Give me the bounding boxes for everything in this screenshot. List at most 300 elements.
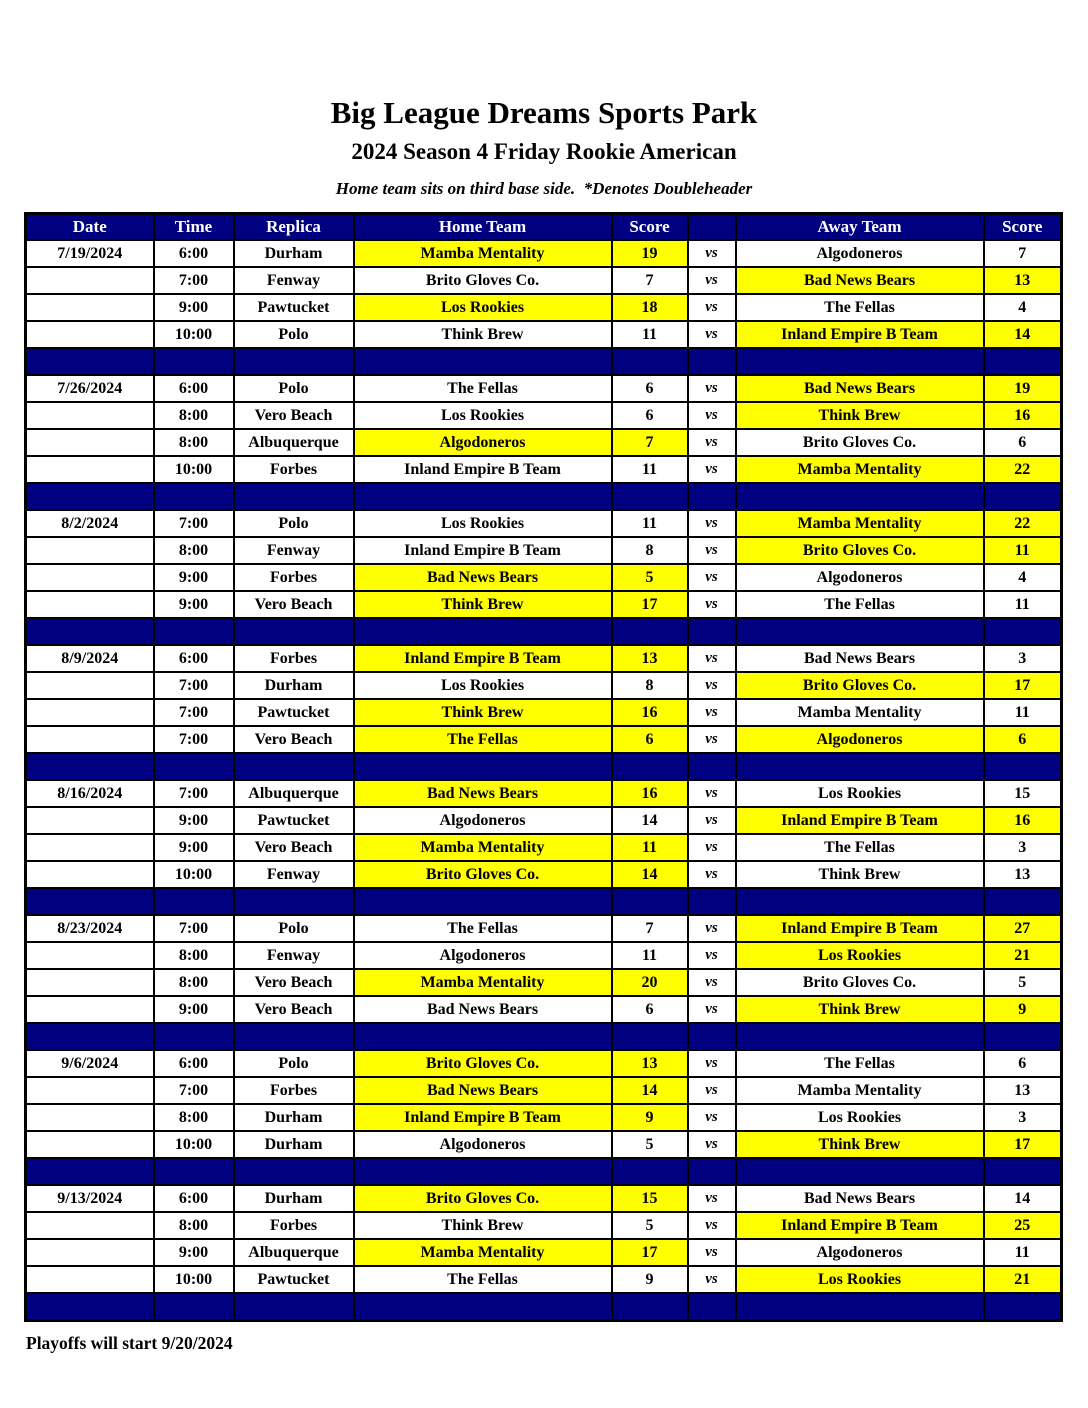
separator-cell [154,888,234,915]
home-team-cell: Los Rookies [354,294,612,321]
separator-cell [736,1023,984,1050]
away-team-cell: Los Rookies [736,942,984,969]
game-row [26,1077,1062,1104]
away-score-cell: 3 [984,1104,1062,1131]
separator-cell [234,483,354,510]
replica-cell: Durham [234,1131,354,1158]
date-cell [26,294,154,321]
vs-cell: vs [688,1212,736,1239]
column-header-replica: Replica [234,214,354,241]
separator-cell [688,618,736,645]
time-cell: 7:00 [154,699,234,726]
date-cell [26,456,154,483]
home-team-cell: Algodoneros [354,1131,612,1158]
home-score-cell: 5 [612,1131,688,1158]
time-cell: 7:00 [154,726,234,753]
separator-cell [688,888,736,915]
vs-cell: vs [688,699,736,726]
time-cell: 7:00 [154,915,234,942]
away-team-cell: The Fellas [736,1050,984,1077]
separator-row [26,1023,1062,1050]
away-score-cell: 16 [984,402,1062,429]
date-cell [26,996,154,1023]
away-score-cell: 11 [984,591,1062,618]
game-row [26,1050,1062,1077]
replica-cell: Fenway [234,942,354,969]
schedule-table [24,212,1063,1322]
time-cell: 7:00 [154,780,234,807]
away-team-cell: Inland Empire B Team [736,915,984,942]
separator-cell [26,618,154,645]
time-cell: 9:00 [154,591,234,618]
home-score-cell: 18 [612,294,688,321]
home-score-cell: 9 [612,1104,688,1131]
separator-cell [984,888,1062,915]
separator-cell [984,1293,1062,1321]
date-cell [26,321,154,348]
separator-cell [612,618,688,645]
home-score-cell: 7 [612,429,688,456]
home-team-cell: Bad News Bears [354,1077,612,1104]
separator-cell [354,753,612,780]
home-score-cell: 6 [612,726,688,753]
vs-cell: vs [688,1050,736,1077]
home-team-cell: Los Rookies [354,510,612,537]
vs-cell: vs [688,645,736,672]
time-cell: 9:00 [154,834,234,861]
game-row [26,1131,1062,1158]
separator-cell [612,888,688,915]
separator-row [26,753,1062,780]
separator-cell [26,1023,154,1050]
vs-cell: vs [688,321,736,348]
replica-cell: Forbes [234,564,354,591]
away-score-cell: 3 [984,834,1062,861]
replica-cell: Vero Beach [234,834,354,861]
away-score-cell: 22 [984,456,1062,483]
separator-cell [26,753,154,780]
vs-cell: vs [688,564,736,591]
home-team-cell: Algodoneros [354,942,612,969]
game-row [26,834,1062,861]
column-header-vs-spacer [688,214,736,241]
away-score-cell: 16 [984,807,1062,834]
home-team-cell: Mamba Mentality [354,1239,612,1266]
date-cell [26,564,154,591]
separator-cell [688,483,736,510]
vs-cell: vs [688,294,736,321]
away-team-cell: Los Rookies [736,1266,984,1293]
home-score-cell: 14 [612,1077,688,1104]
home-score-cell: 6 [612,375,688,402]
away-score-cell: 15 [984,780,1062,807]
time-cell: 8:00 [154,1212,234,1239]
separator-cell [354,1158,612,1185]
game-row [26,267,1062,294]
separator-cell [736,753,984,780]
replica-cell: Fenway [234,537,354,564]
vs-cell: vs [688,1104,736,1131]
separator-cell [154,1293,234,1321]
document-header [0,0,1088,199]
separator-cell [612,1158,688,1185]
vs-cell: vs [688,1077,736,1104]
home-team-cell: Think Brew [354,1212,612,1239]
away-score-cell: 21 [984,942,1062,969]
separator-cell [234,1158,354,1185]
date-cell [26,1131,154,1158]
column-header-date: Date [26,214,154,241]
page-title: Big League Dreams Sports Park [330,95,758,130]
home-score-cell: 11 [612,456,688,483]
separator-cell [736,483,984,510]
home-team-note: Home team sits on third base side. *Denotes Doubleheader [335,179,753,199]
separator-cell [154,348,234,375]
date-cell [26,672,154,699]
game-row [26,402,1062,429]
away-score-cell: 27 [984,915,1062,942]
replica-cell: Vero Beach [234,969,354,996]
separator-cell [736,1158,984,1185]
vs-cell: vs [688,915,736,942]
date-cell [26,402,154,429]
game-row [26,429,1062,456]
vs-cell: vs [688,1131,736,1158]
home-team-cell: Inland Empire B Team [354,456,612,483]
replica-cell: Polo [234,1050,354,1077]
separator-cell [984,618,1062,645]
separator-cell [984,1158,1062,1185]
game-row [26,942,1062,969]
home-team-cell: Think Brew [354,699,612,726]
game-row [26,240,1062,267]
date-cell: 7/26/2024 [26,375,154,402]
time-cell: 6:00 [154,240,234,267]
away-score-cell: 13 [984,1077,1062,1104]
away-score-cell: 13 [984,267,1062,294]
date-cell: 9/13/2024 [26,1185,154,1212]
separator-row [26,888,1062,915]
home-score-cell: 16 [612,780,688,807]
away-score-cell: 9 [984,996,1062,1023]
home-team-cell: Mamba Mentality [354,240,612,267]
away-score-cell: 11 [984,1239,1062,1266]
separator-cell [612,753,688,780]
date-cell [26,1266,154,1293]
home-score-cell: 16 [612,699,688,726]
replica-cell: Durham [234,1104,354,1131]
separator-cell [736,348,984,375]
time-cell: 7:00 [154,267,234,294]
separator-row [26,618,1062,645]
game-row [26,969,1062,996]
game-row [26,699,1062,726]
home-score-cell: 11 [612,942,688,969]
away-score-cell: 14 [984,1185,1062,1212]
game-row [26,915,1062,942]
home-score-cell: 8 [612,537,688,564]
separator-cell [154,618,234,645]
home-score-cell: 13 [612,1050,688,1077]
away-score-cell: 7 [984,240,1062,267]
away-team-cell: Algodoneros [736,1239,984,1266]
replica-cell: Durham [234,1185,354,1212]
time-cell: 7:00 [154,510,234,537]
game-row [26,672,1062,699]
time-cell: 8:00 [154,1104,234,1131]
separator-cell [354,483,612,510]
home-score-cell: 5 [612,564,688,591]
vs-cell: vs [688,591,736,618]
date-cell [26,834,154,861]
away-team-cell: Mamba Mentality [736,456,984,483]
replica-cell: Albuquerque [234,429,354,456]
away-score-cell: 17 [984,1131,1062,1158]
away-team-cell: Los Rookies [736,1104,984,1131]
vs-cell: vs [688,807,736,834]
date-cell [26,942,154,969]
away-team-cell: The Fellas [736,591,984,618]
date-cell [26,699,154,726]
home-team-cell: Bad News Bears [354,564,612,591]
replica-cell: Forbes [234,456,354,483]
away-team-cell: Brito Gloves Co. [736,429,984,456]
game-row [26,807,1062,834]
game-row [26,375,1062,402]
vs-cell: vs [688,240,736,267]
home-team-cell: Think Brew [354,591,612,618]
date-cell [26,429,154,456]
home-team-cell: Algodoneros [354,429,612,456]
game-row [26,294,1062,321]
vs-cell: vs [688,1239,736,1266]
date-cell [26,1239,154,1266]
replica-cell: Vero Beach [234,726,354,753]
time-cell: 9:00 [154,1239,234,1266]
vs-cell: vs [688,834,736,861]
separator-cell [234,618,354,645]
away-score-cell: 5 [984,969,1062,996]
vs-cell: vs [688,672,736,699]
date-cell: 8/16/2024 [26,780,154,807]
separator-cell [354,888,612,915]
time-cell: 6:00 [154,645,234,672]
time-cell: 6:00 [154,375,234,402]
away-team-cell: Bad News Bears [736,267,984,294]
date-cell [26,726,154,753]
separator-cell [154,483,234,510]
date-cell [26,1212,154,1239]
home-team-cell: The Fellas [354,1266,612,1293]
vs-cell: vs [688,780,736,807]
home-score-cell: 11 [612,834,688,861]
separator-cell [154,1158,234,1185]
away-score-cell: 6 [984,1050,1062,1077]
home-score-cell: 15 [612,1185,688,1212]
game-row [26,456,1062,483]
separator-cell [688,753,736,780]
home-score-cell: 7 [612,267,688,294]
replica-cell: Durham [234,240,354,267]
game-row [26,1212,1062,1239]
column-header-away-team: Away Team [736,214,984,241]
separator-row [26,1293,1062,1321]
home-team-cell: Think Brew [354,321,612,348]
away-score-cell: 3 [984,645,1062,672]
replica-cell: Albuquerque [234,780,354,807]
home-team-cell: Bad News Bears [354,780,612,807]
time-cell: 9:00 [154,996,234,1023]
away-team-cell: Algodoneros [736,564,984,591]
separator-row [26,1158,1062,1185]
home-score-cell: 6 [612,402,688,429]
game-row [26,321,1062,348]
home-team-cell: Mamba Mentality [354,834,612,861]
separator-cell [612,1293,688,1321]
vs-cell: vs [688,510,736,537]
home-team-cell: The Fellas [354,726,612,753]
vs-cell: vs [688,861,736,888]
date-cell: 8/9/2024 [26,645,154,672]
time-cell: 10:00 [154,456,234,483]
separator-cell [234,1293,354,1321]
replica-cell: Fenway [234,267,354,294]
home-team-cell: Brito Gloves Co. [354,267,612,294]
home-team-cell: The Fellas [354,375,612,402]
game-row [26,1239,1062,1266]
home-score-cell: 7 [612,915,688,942]
column-header-time: Time [154,214,234,241]
schedule-body [26,240,1062,1321]
time-cell: 10:00 [154,1131,234,1158]
column-header-home-team: Home Team [354,214,612,241]
away-team-cell: Inland Empire B Team [736,807,984,834]
time-cell: 7:00 [154,1077,234,1104]
separator-cell [612,483,688,510]
away-team-cell: Bad News Bears [736,1185,984,1212]
time-cell: 9:00 [154,807,234,834]
vs-cell: vs [688,996,736,1023]
away-score-cell: 11 [984,537,1062,564]
separator-cell [688,348,736,375]
separator-cell [354,348,612,375]
date-cell: 8/2/2024 [26,510,154,537]
separator-cell [26,1293,154,1321]
home-team-cell: Mamba Mentality [354,969,612,996]
away-score-cell: 25 [984,1212,1062,1239]
separator-cell [984,1023,1062,1050]
vs-cell: vs [688,1185,736,1212]
time-cell: 10:00 [154,321,234,348]
home-score-cell: 17 [612,591,688,618]
game-row [26,1266,1062,1293]
away-team-cell: Think Brew [736,1131,984,1158]
date-cell [26,807,154,834]
game-row [26,564,1062,591]
time-cell: 10:00 [154,861,234,888]
vs-cell: vs [688,537,736,564]
date-cell [26,591,154,618]
separator-cell [234,348,354,375]
vs-cell: vs [688,402,736,429]
away-score-cell: 6 [984,726,1062,753]
home-score-cell: 9 [612,1266,688,1293]
home-score-cell: 14 [612,861,688,888]
replica-cell: Pawtucket [234,807,354,834]
game-row [26,645,1062,672]
replica-cell: Polo [234,915,354,942]
date-cell [26,1104,154,1131]
away-score-cell: 13 [984,861,1062,888]
separator-cell [26,483,154,510]
date-cell [26,969,154,996]
vs-cell: vs [688,429,736,456]
vs-cell: vs [688,267,736,294]
away-team-cell: Think Brew [736,861,984,888]
away-team-cell: Mamba Mentality [736,699,984,726]
home-score-cell: 14 [612,807,688,834]
separator-cell [154,753,234,780]
away-team-cell: Inland Empire B Team [736,1212,984,1239]
separator-cell [354,618,612,645]
home-score-cell: 20 [612,969,688,996]
vs-cell: vs [688,942,736,969]
date-cell [26,267,154,294]
away-score-cell: 4 [984,294,1062,321]
separator-cell [736,888,984,915]
away-score-cell: 14 [984,321,1062,348]
playoffs-note: Playoffs will start 9/20/2024 [26,1333,233,1354]
home-score-cell: 5 [612,1212,688,1239]
away-team-cell: Inland Empire B Team [736,321,984,348]
vs-cell: vs [688,1266,736,1293]
separator-cell [234,888,354,915]
away-score-cell: 4 [984,564,1062,591]
away-score-cell: 17 [984,672,1062,699]
away-team-cell: Think Brew [736,996,984,1023]
home-score-cell: 19 [612,240,688,267]
vs-cell: vs [688,456,736,483]
home-team-cell: Los Rookies [354,402,612,429]
column-header-away-score: Score [984,214,1062,241]
away-team-cell: Los Rookies [736,780,984,807]
replica-cell: Albuquerque [234,1239,354,1266]
away-team-cell: Brito Gloves Co. [736,672,984,699]
separator-cell [984,348,1062,375]
replica-cell: Pawtucket [234,294,354,321]
separator-cell [688,1023,736,1050]
vs-cell: vs [688,969,736,996]
date-cell [26,537,154,564]
replica-cell: Vero Beach [234,402,354,429]
date-cell: 8/23/2024 [26,915,154,942]
separator-cell [234,753,354,780]
away-team-cell: The Fellas [736,834,984,861]
away-team-cell: Mamba Mentality [736,1077,984,1104]
date-cell: 7/19/2024 [26,240,154,267]
away-team-cell: Algodoneros [736,726,984,753]
home-team-cell: Brito Gloves Co. [354,1050,612,1077]
separator-cell [984,483,1062,510]
separator-cell [354,1293,612,1321]
page-subtitle: 2024 Season 4 Friday Rookie American [351,139,737,165]
date-cell [26,861,154,888]
away-team-cell: Brito Gloves Co. [736,537,984,564]
separator-cell [612,1023,688,1050]
away-team-cell: Think Brew [736,402,984,429]
replica-cell: Durham [234,672,354,699]
separator-cell [688,1158,736,1185]
